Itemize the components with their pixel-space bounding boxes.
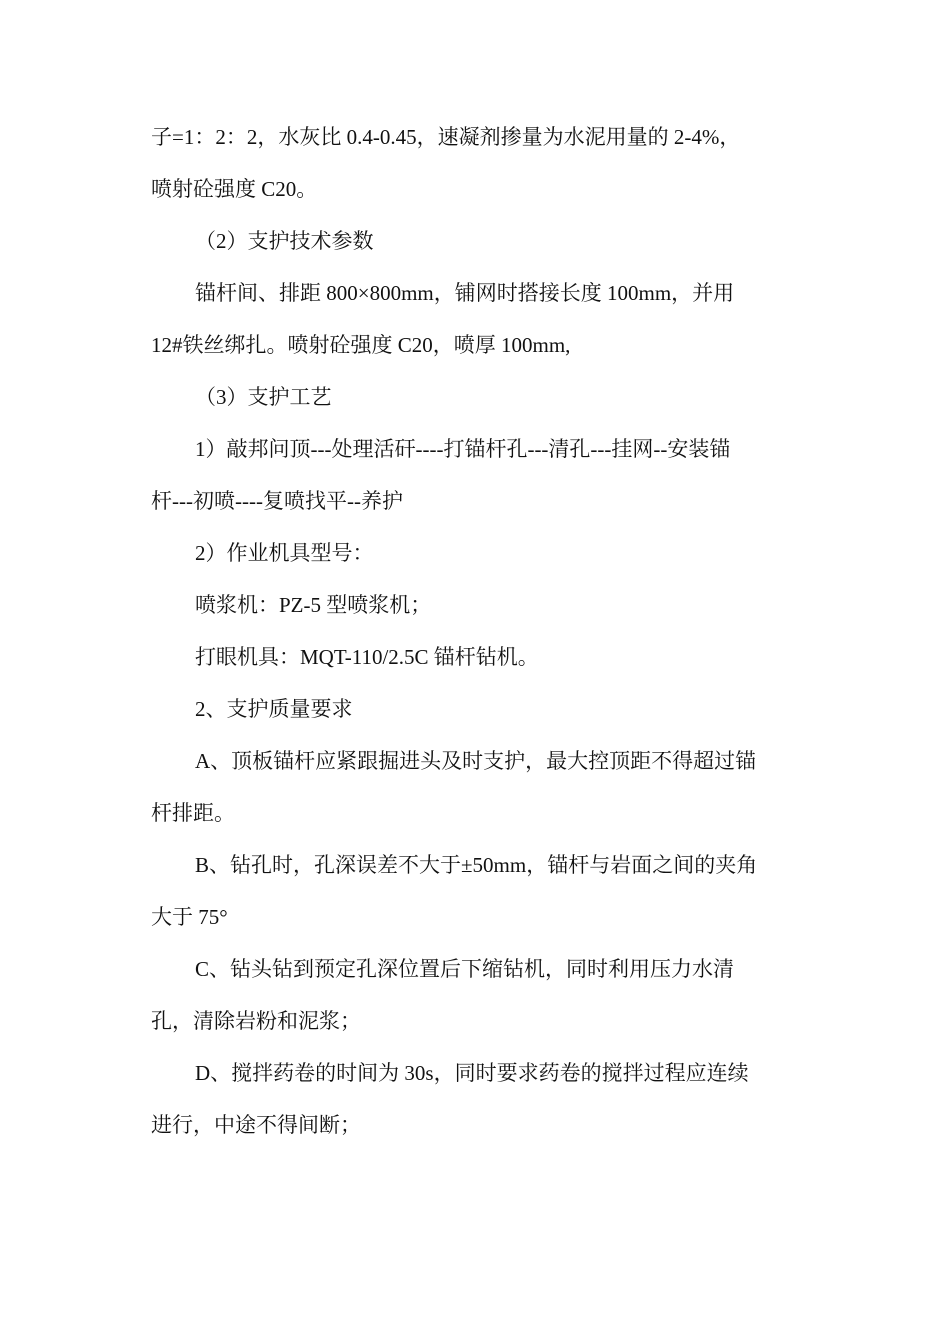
paragraph-line: B、钻孔时，孔深误差不大于±50mm，锚杆与岩面之间的夹角 xyxy=(195,853,758,877)
paragraph-line: 子=1：2：2，水灰比 0.4-0.45，速凝剂掺量为水泥用量的 2-4%， xyxy=(151,125,741,149)
paragraph-line: 打眼机具：MQT-110/2.5C 锚杆钻机。 xyxy=(195,645,539,669)
paragraph-line: 2）作业机具型号： xyxy=(195,541,374,565)
paragraph-line: 杆排距。 xyxy=(151,801,235,825)
paragraph-line: C、钻头钻到预定孔深位置后下缩钻机，同时利用压力水清 xyxy=(195,957,735,981)
section-heading: （2）支护技术参数 xyxy=(195,229,374,253)
paragraph-line: D、搅拌药卷的时间为 30s，同时要求药卷的搅拌过程应连续 xyxy=(195,1061,749,1085)
paragraph-line: 喷射砼强度 C20。 xyxy=(151,177,318,201)
section-heading: 2、支护质量要求 xyxy=(195,697,353,721)
paragraph-line: 孔，清除岩粉和泥浆； xyxy=(151,1009,361,1033)
paragraph-line: 锚杆间、排距 800×800mm，铺网时搭接长度 100mm，并用 xyxy=(195,281,735,305)
paragraph-line: 进行，中途不得间断； xyxy=(151,1113,361,1137)
document-body xyxy=(151,111,796,1151)
paragraph-line: 大于 75° xyxy=(151,905,228,929)
section-heading: （3）支护工艺 xyxy=(195,385,332,409)
paragraph-line: 杆---初喷----复喷找平--养护 xyxy=(151,489,403,513)
paragraph-line: A、顶板锚杆应紧跟掘进头及时支护，最大控顶距不得超过锚 xyxy=(195,749,757,773)
paragraph-line: 12#铁丝绑扎。喷射砼强度 C20，喷厚 100mm, xyxy=(151,333,571,357)
paragraph-line: 1）敲邦问顶---处理活矸----打锚杆孔---清孔---挂网--安装锚 xyxy=(195,437,731,461)
paragraph-line: 喷浆机：PZ-5 型喷浆机； xyxy=(195,593,432,617)
